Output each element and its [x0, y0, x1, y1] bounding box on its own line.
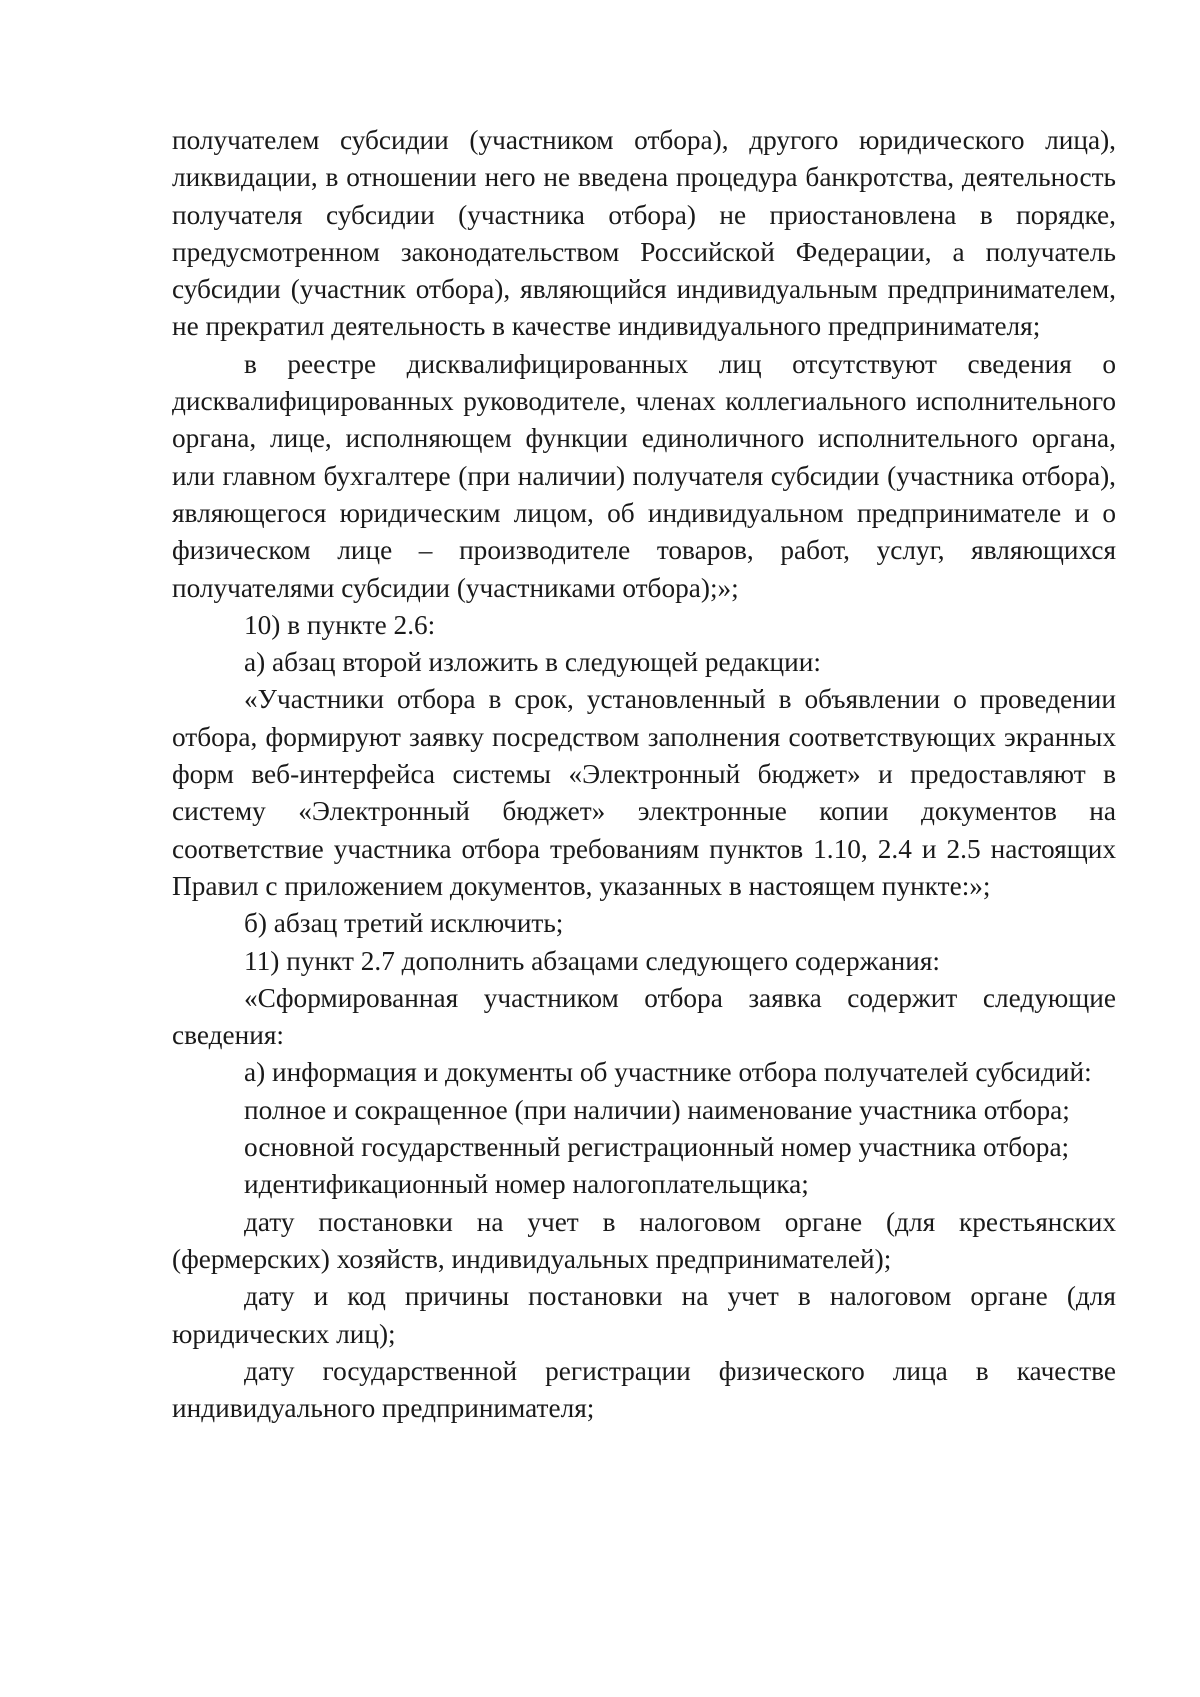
paragraph-inn: идентификационный номер налогоплательщика;	[244, 1169, 809, 1200]
paragraph-continuation: получателем субсидии (участником отбора), другого юридического лица), ликвидации, в отношении него не введена процедура банкротства, деятельность получателя субсидии (участника отбора) не приостановлена в порядке, предусмотренном законодательством Российской Федерации, а получатель субсидии (участник отбора), являющийся индивидуальным предпринимателем, не прекратил деятельность в качестве индивидуального предпринимателя;	[172, 125, 1116, 342]
paragraph-participants-quote: «Участники отбора в срок, установленный в объявлении о проведении отбора, формируют заявку посредством заполнения соответствующих экранных форм веб-интерфейса системы «Электронный бюджет» и предоставляют в систему «Электронный бюджет» электронные копии документов на соответствие участника отбора требованиям пунктов 1.10, 2.4 и 2.5 настоящих Правил с приложением документов, указанных в настоящем пункте:»;	[172, 684, 1116, 901]
paragraph-tax-registration-date: дату постановки на учет в налоговом органе (для крестьянских (фермерских) хозяйств, индивидуальных предпринимателей);	[172, 1206, 1116, 1274]
paragraph-item-11: 11) пункт 2.7 дополнить абзацами следующего содержания:	[244, 945, 940, 976]
paragraph-item-10: 10) в пункте 2.6:	[244, 609, 436, 640]
paragraph-disqualified-registry: в реестре дисквалифицированных лиц отсутствуют сведения о дисквалифицированных руководителе, членах коллегиального исполнительного органа, лице, исполняющем функции единоличного исполнительного органа, или главном бухгалтере (при наличии) получателя субсидии (участника отбора), являющегося юридическим лицом, об индивидуальном предпринимателе и о физическом лице – производителе товаров, работ, услуг, являющихся получателями субсидии (участниками отбора);»;	[172, 348, 1116, 603]
paragraph-item-10a: а) абзац второй изложить в следующей редакции:	[244, 647, 821, 678]
paragraph-application-contents: «Сформированная участником отбора заявка содержит следующие сведения:	[172, 982, 1116, 1051]
paragraph-ip-registration-date: дату государственной регистрации физического лица в качестве индивидуального предпринимателя;	[172, 1355, 1116, 1424]
paragraph-ogrn: основной государственный регистрационный номер участника отбора;	[244, 1132, 1070, 1163]
paragraph-subitem-a: а) информация и документы об участнике отбора получателей субсидий:	[244, 1057, 1092, 1088]
paragraph-full-name: полное и сокращенное (при наличии) наименование участника отбора;	[244, 1094, 1070, 1125]
document-page	[172, 122, 1116, 1427]
paragraph-item-10b: б) абзац третий исключить;	[244, 908, 564, 939]
paragraph-kpp: дату и код причины постановки на учет в налоговом органе (для юридических лиц);	[172, 1281, 1116, 1349]
